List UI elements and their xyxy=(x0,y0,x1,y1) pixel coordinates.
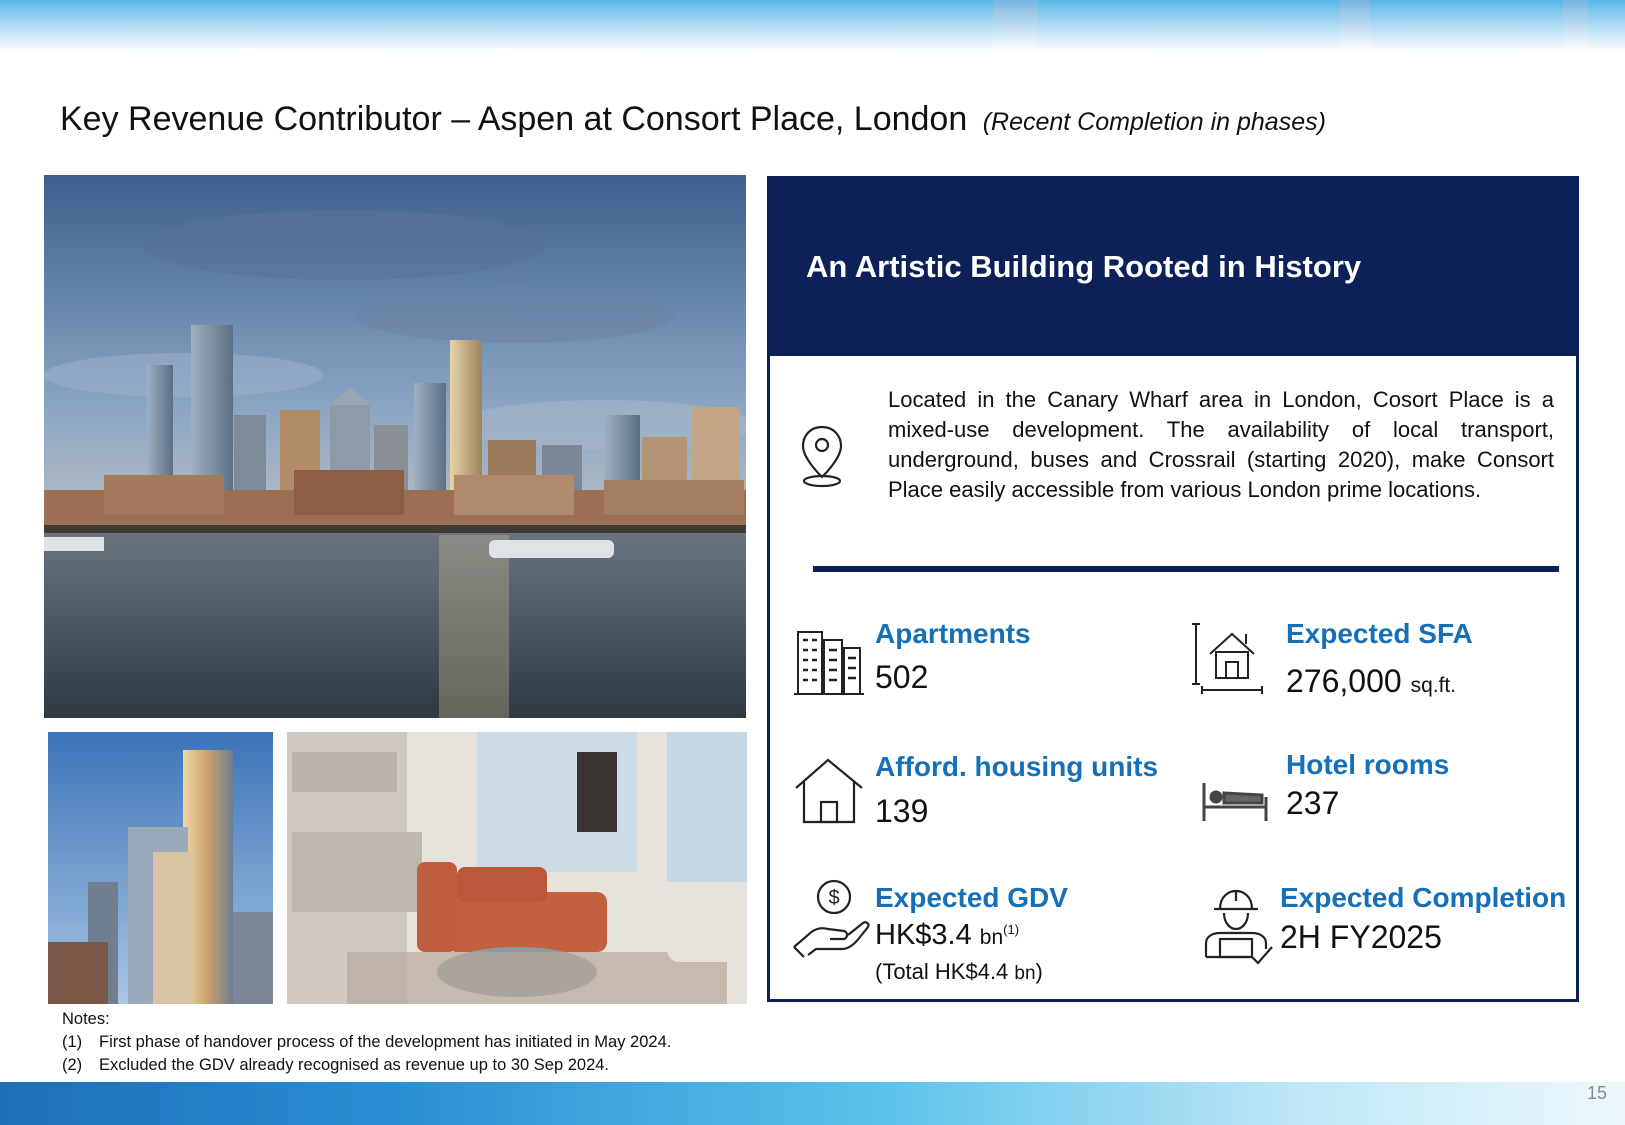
section-divider xyxy=(813,566,1559,572)
apartment-interior-photo xyxy=(287,732,747,1004)
expected-gdv-footnote: (1) xyxy=(1003,922,1020,937)
apartments-label: Apartments xyxy=(875,618,1031,649)
expected-sfa-label: Expected SFA xyxy=(1286,618,1473,649)
worker-check-icon xyxy=(1200,887,1274,972)
notes-heading: Notes: xyxy=(62,1010,110,1028)
total-gdv-note xyxy=(875,959,1043,985)
note-number: (2) xyxy=(62,1056,83,1074)
page-number: 15 xyxy=(1586,1083,1607,1103)
house-icon xyxy=(792,754,866,833)
expected-sfa-unit: sq.ft. xyxy=(1410,674,1457,697)
note-item xyxy=(62,1054,671,1077)
svg-text:$: $ xyxy=(828,887,840,909)
canary-wharf-skyline-photo xyxy=(44,175,746,718)
expected-gdv-label: Expected GDV xyxy=(875,882,1068,913)
page-title-main: Key Revenue Contributor – Aspen at Consort Place, London xyxy=(60,100,968,138)
bottom-gradient-band xyxy=(0,1082,1625,1125)
bed-icon xyxy=(1200,779,1270,830)
page-title-sub: (Recent Completion in phases) xyxy=(982,108,1326,136)
footnotes xyxy=(62,1008,671,1077)
expected-gdv-number: HK$3.4 xyxy=(875,919,972,951)
expected-gdv-value xyxy=(875,919,1019,952)
expected-sfa-value xyxy=(1286,663,1456,700)
project-info-panel xyxy=(767,176,1579,1002)
location-description: Located in the Canary Wharf area in London, Cosort Place is a mixed-use development. The availability of local transport, underground, buses and Crossrail (starting 2020), make Consort Place easily accessible from various London prime locations. xyxy=(888,387,1554,502)
note-text: First phase of handover process of the development has initiated in May 2024. xyxy=(99,1033,672,1051)
apartments-value: 502 xyxy=(875,659,929,695)
expected-completion-label: Expected Completion xyxy=(1280,882,1567,913)
expected-sfa-number: 276,000 xyxy=(1286,663,1402,699)
total-gdv-unit: bn xyxy=(1014,963,1036,984)
total-gdv-suffix: ) xyxy=(1035,959,1043,984)
page-title xyxy=(60,100,1326,139)
note-number: (1) xyxy=(62,1033,83,1051)
note-item xyxy=(62,1031,671,1054)
top-gradient-band xyxy=(0,0,1625,52)
floor-area-icon xyxy=(1190,620,1266,701)
panel-title: An Artistic Building Rooted in History xyxy=(806,249,1362,284)
location-pin-icon xyxy=(800,423,844,494)
aspen-tower-photo xyxy=(48,732,273,1004)
money-hand-icon xyxy=(790,877,872,966)
apartment-buildings-icon xyxy=(792,626,866,703)
expected-gdv-unit: bn xyxy=(979,926,1004,949)
hotel-rooms-value: 237 xyxy=(1286,785,1340,821)
hotel-rooms-label: Hotel rooms xyxy=(1286,749,1450,780)
afford-housing-value: 139 xyxy=(875,793,929,829)
afford-housing-label: Afford. housing units xyxy=(875,751,1159,782)
total-gdv-prefix: (Total HK$4.4 xyxy=(875,959,1015,984)
panel-header xyxy=(770,179,1576,356)
note-text: Excluded the GDV already recognised as revenue up to 30 Sep 2024. xyxy=(99,1056,610,1074)
expected-completion-value: 2H FY2025 xyxy=(1280,919,1442,955)
